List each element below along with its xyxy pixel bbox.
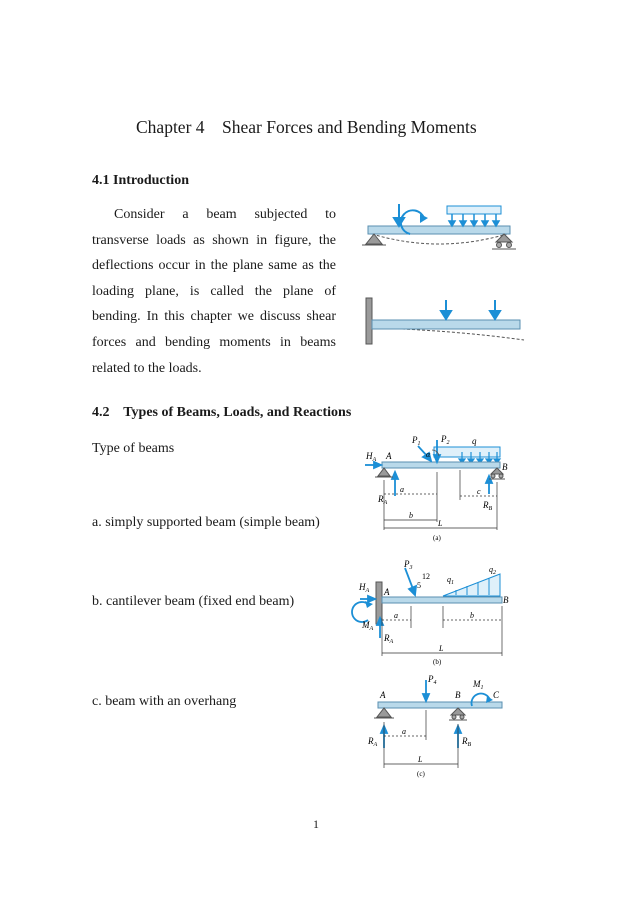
svg-text:RB [461,736,472,748]
caption-c: (c) [417,770,425,778]
dim-b: b [470,611,474,620]
label-rb-sub: B [467,742,472,748]
distributed-load-q [434,447,500,457]
label-ha: H [359,582,366,592]
label-m1: M [473,679,481,689]
dim-a: a [394,611,398,620]
intro-figure-simple-beam [362,200,522,260]
label-alpha: α [426,450,431,459]
beam [378,702,502,708]
dim-a: a [402,727,406,736]
label-c: C [493,690,500,700]
label-b-end: B [502,462,508,472]
label-m1-sub: 1 [480,685,484,691]
caption-b: (b) [433,658,442,666]
label-ha-sub: A [365,588,370,594]
fixed-wall [366,298,372,344]
svg-text:RA [383,633,394,645]
label-ha: H [366,451,373,461]
label-q2-sub: 2 [493,570,496,576]
dim-l: L [439,644,444,653]
chapter-name: Shear Forces and Bending Moments [222,117,477,137]
label-ra-sub: A [373,742,378,748]
label-q1: q [447,575,451,584]
label-p3-sub: 3 [409,565,413,571]
label-ma-sub: A [369,626,374,632]
label-b-end: B [503,595,509,605]
svg-text:P2 [440,434,450,446]
svg-text:HA [358,582,370,594]
svg-text:RA [377,494,388,506]
intro-figure-cantilever [362,296,530,352]
type-of-beams-label: Type of beams [92,441,175,456]
label-rb-sub: B [488,506,493,512]
label-12: 12 [422,572,430,581]
section-heading-types: 4.2 Types of Beams, Loads, and Reactions [92,405,352,420]
label-p4: P [428,674,434,684]
label-ma: M [362,620,370,630]
section-heading-introduction: 4.1 Introduction [92,173,189,188]
intro-paragraph [92,202,336,381]
roller-support [496,234,512,242]
figure-a-simple-beam [362,432,512,544]
label-p2: P [441,434,447,444]
beam [372,320,520,329]
svg-text:HA [365,451,377,463]
beam [382,462,500,468]
page-number: 1 [313,817,319,831]
label-a: A [384,587,390,597]
svg-text:RA [367,736,378,748]
label-a: A [386,451,392,461]
svg-text:MA [361,620,374,632]
distributed-load [447,206,501,214]
svg-text:RB [482,500,493,512]
label-p4-sub: 4 [433,680,437,686]
label-rb: R [483,500,489,510]
beam-type-simple: a. simply supported beam (simple beam) [92,515,320,530]
label-ra: R [368,736,374,746]
dim-b: b [409,511,413,520]
dim-l: L [438,519,443,528]
figure-c-overhang [362,670,512,782]
label-ha-sub: A [372,457,377,463]
label-b: B [455,690,461,700]
label-p1: P [412,435,418,445]
dim-a: a [400,485,404,494]
chapter-title [136,117,477,138]
label-ra: R [378,494,384,504]
beam [368,226,510,234]
label-ra-sub: A [383,500,388,506]
beam-type-cantilever: b. cantilever beam (fixed end beam) [92,594,295,609]
svg-text:P1 [411,435,421,447]
dim-l: L [418,755,423,764]
intro-text: Consider a beam subjected to transverse loads as shown in figure, the deflections occur in the plane same as the loading plane, is called the plane of bending. In this chapter we discuss shear forces and bending moments in beams related to the loads. [92,207,336,376]
svg-text:q1 [447,575,454,586]
label-p2-sub: 2 [446,440,450,446]
svg-text:M1 [472,679,484,691]
fixed-wall [376,582,382,624]
beam-type-overhang: c. beam with an overhang [92,694,237,709]
caption-a: (a) [433,534,441,542]
svg-text:P3 [403,559,413,571]
svg-text:P4 [427,674,437,686]
label-5: 5 [417,581,421,590]
label-q: q [472,436,477,446]
label-q2: q [489,565,493,574]
figure-b-cantilever [355,558,515,670]
label-a: A [380,690,386,700]
label-q1-sub: 1 [451,580,454,586]
pin-support [366,234,382,244]
chapter-number: Chapter 4 [136,117,205,137]
label-rb: R [462,736,468,746]
label-p3: P [404,559,410,569]
label-p1-sub: 1 [417,441,421,447]
label-ra: R [384,633,390,643]
beam [382,597,502,603]
dim-c: c [477,487,481,496]
svg-text:q2 [489,565,496,576]
label-ra-sub: A [389,639,394,645]
